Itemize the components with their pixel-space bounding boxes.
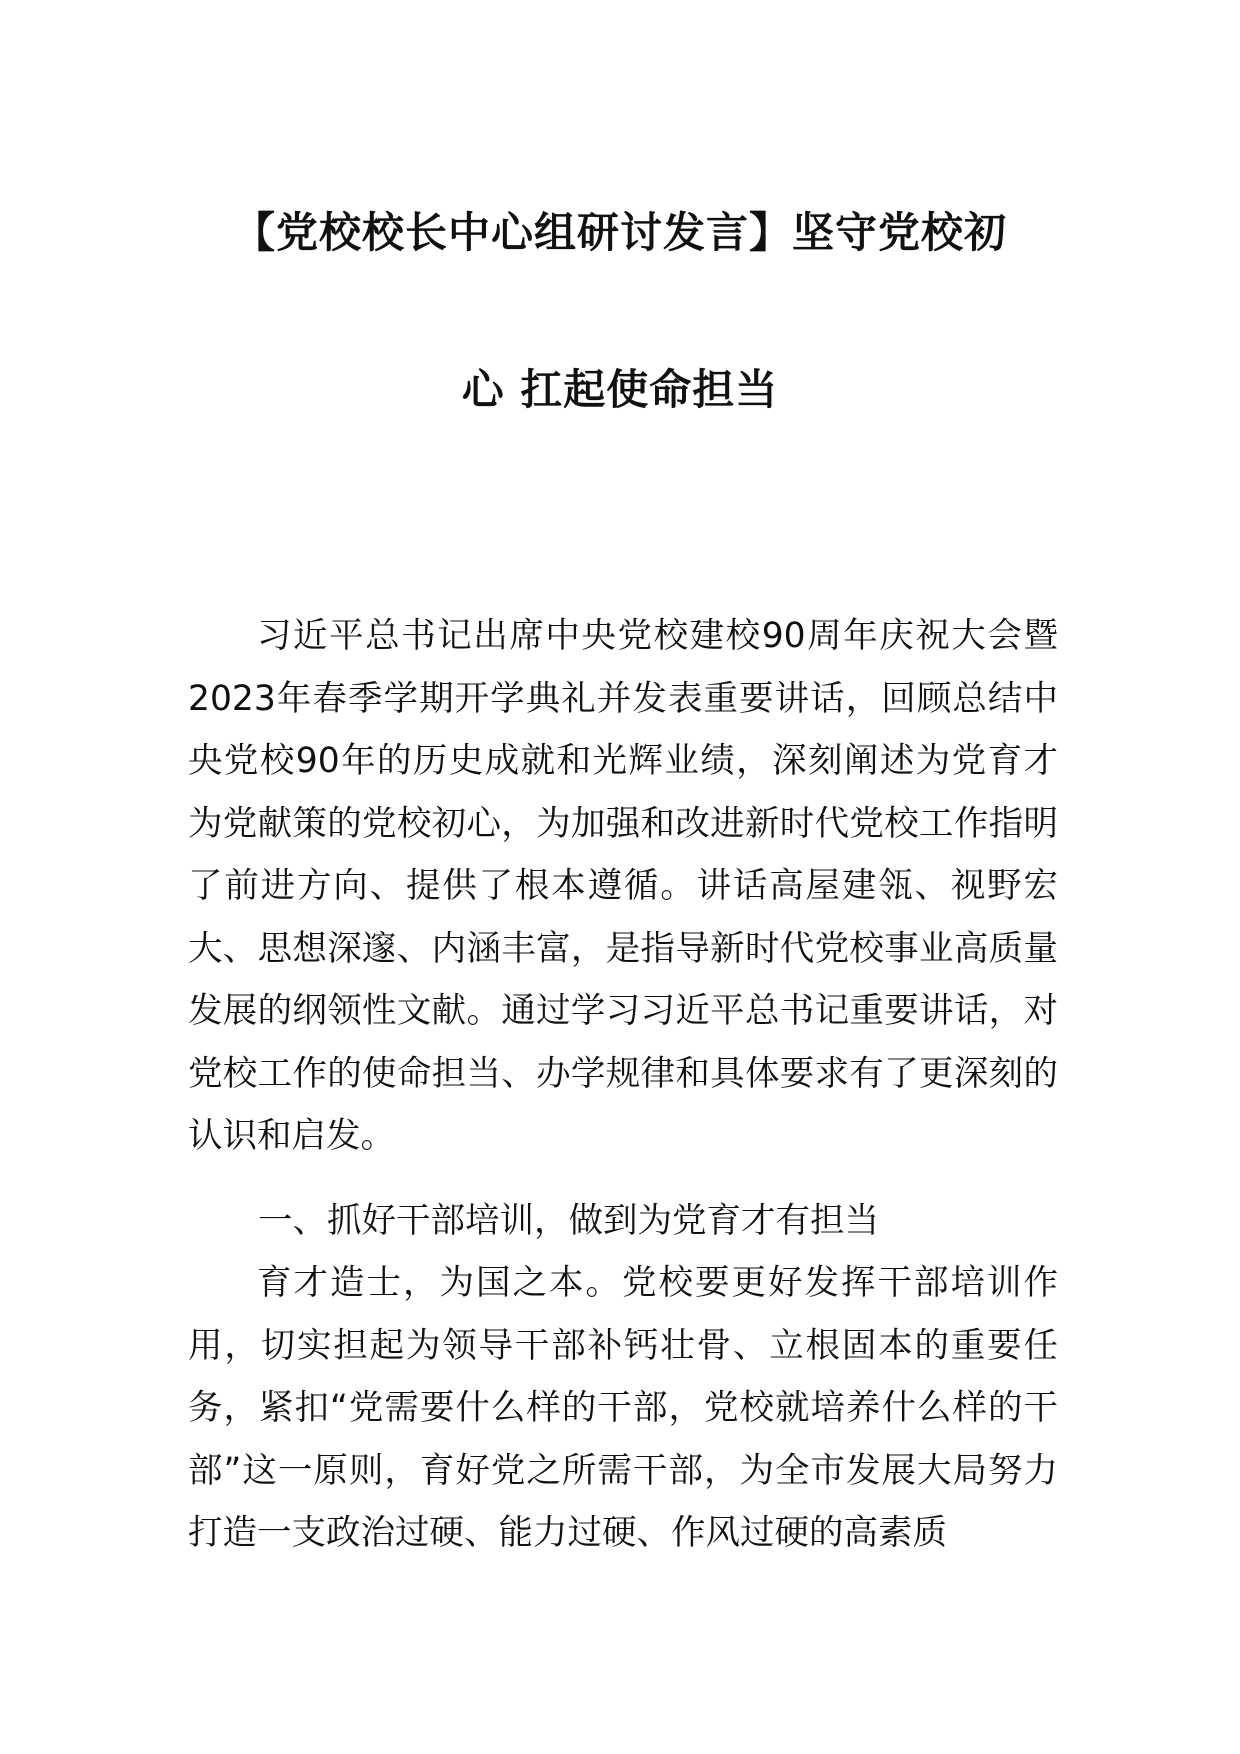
document-title-line-1: 【党校校长中心组研讨发言】坚守党校初: [232, 208, 1007, 257]
section-heading-1: 一、抓好干部培训，做到为党育才有担当: [258, 1201, 879, 1241]
section-1-body: [188, 1252, 1058, 1565]
intro-paragraph: 习近平总书记出席中央党校建校90周年庆祝大会暨2023年春季学期开学典礼并发表重要讲话，回顾总结中央党校90年的历史成就和光辉业绩，深刻阐述为党育才为党献策的党校初心，为加强和改进新时代党校工作指明了前进方向、提供了根本遵循。讲话高屋建瓴、视野宏大、思想深邃、内涵丰富，是指导新时代党校事业高质量发展的纲领性文献。通过学习习近平总书记重要讲话，对党校工作的使命担当、办学规律和具体要求有了更深刻的认识和启发。: [188, 616, 1058, 1156]
intro-section: [188, 605, 1058, 1168]
document-title-line-2: 心 扛起使命担当: [461, 365, 779, 414]
section-1-paragraph: 育才造士，为国之本。党校要更好发挥干部培训作用，切实担起为领导干部补钙壮骨、立根固本的重要任务，紧扣“党需要什么样的干部，党校就培养什么样的干部”这一原则，育好党之所需干部，为全市发展大局努力打造一支政治过硬、能力过硬、作风过硬的高素质: [188, 1263, 1058, 1553]
